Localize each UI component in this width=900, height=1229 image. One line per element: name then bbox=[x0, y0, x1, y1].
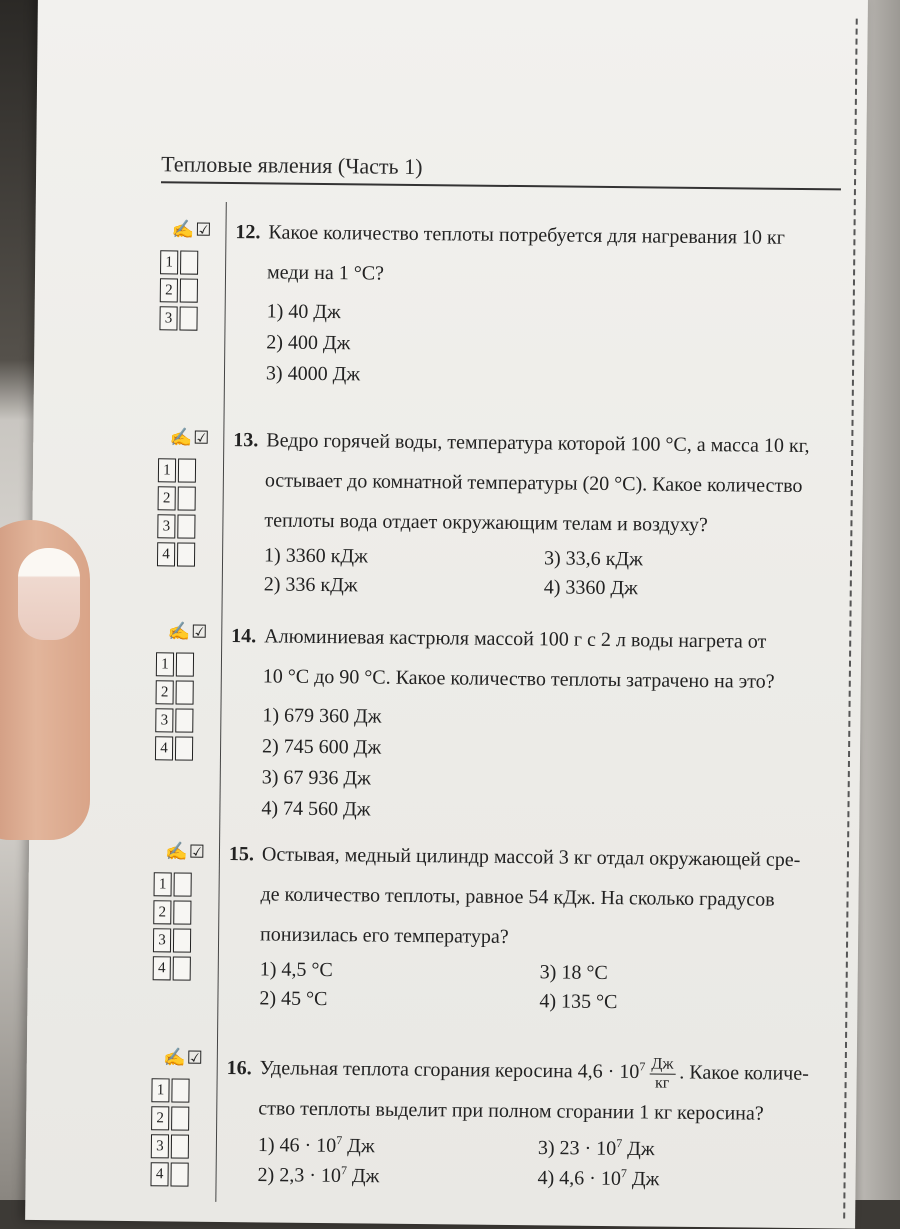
option bbox=[537, 1166, 817, 1194]
option bbox=[258, 1132, 538, 1160]
question-number: 16. bbox=[226, 1056, 252, 1079]
answer-row bbox=[151, 1134, 203, 1159]
answer-checkbox[interactable] bbox=[176, 680, 194, 704]
answer-checkbox[interactable] bbox=[173, 900, 191, 924]
answer-number-box: 4 bbox=[153, 956, 171, 980]
question-number: 14. bbox=[231, 625, 257, 648]
answer-number-box: 1 bbox=[151, 1078, 169, 1102]
options-list bbox=[261, 700, 830, 830]
answer-row bbox=[157, 514, 209, 539]
answer-row bbox=[153, 928, 205, 953]
answer-row bbox=[154, 872, 206, 897]
dashed-cut-line bbox=[843, 19, 858, 1219]
answer-marks-15 bbox=[153, 841, 206, 985]
option-unit: Дж bbox=[346, 1165, 380, 1188]
answer-row bbox=[157, 542, 209, 567]
answer-number-box: 3 bbox=[155, 708, 173, 732]
option: 2) 336 кДж bbox=[263, 573, 358, 597]
options-grid bbox=[257, 1132, 826, 1193]
answer-row bbox=[153, 956, 205, 981]
question-13 bbox=[232, 420, 834, 602]
answer-checkbox[interactable] bbox=[171, 1134, 189, 1158]
question-line: 10 °С до 90 °С. Какое количество теплоты затрачено на это? bbox=[262, 665, 775, 693]
question-15 bbox=[227, 834, 829, 1016]
answer-number-box: 2 bbox=[151, 1106, 169, 1130]
answer-row bbox=[150, 1162, 202, 1187]
fraction-denominator: кг bbox=[654, 1074, 670, 1092]
answer-checkbox[interactable] bbox=[177, 542, 195, 566]
answer-marks-13 bbox=[157, 427, 210, 571]
option: 2) 745 600 Дж bbox=[261, 735, 382, 759]
answer-number-box: 2 bbox=[158, 486, 176, 510]
question-line: меди на 1 °С? bbox=[266, 261, 385, 285]
answer-number-box: 3 bbox=[151, 1134, 169, 1158]
option: 2) 400 Дж bbox=[266, 331, 351, 355]
answer-marks-14 bbox=[155, 621, 208, 765]
question-line: Остывая, медный цилиндр массой 3 кг отдал окружающей сре- bbox=[261, 843, 801, 872]
answer-number-box: 1 bbox=[158, 458, 176, 482]
question-number: 13. bbox=[233, 429, 259, 452]
option-unit: Дж bbox=[342, 1134, 375, 1157]
option: 1) 4,5 °С bbox=[259, 958, 333, 982]
answer-number-box: 4 bbox=[157, 542, 175, 566]
pencil-check-icon: ✍☑ bbox=[169, 427, 211, 448]
answer-checkbox[interactable] bbox=[177, 514, 195, 538]
option: 3) 18 °С bbox=[539, 961, 608, 985]
option: 4) 135 °С bbox=[539, 990, 618, 1014]
answer-checkbox[interactable] bbox=[171, 1078, 189, 1102]
answer-number-box: 1 bbox=[154, 872, 172, 896]
question-12 bbox=[234, 212, 836, 395]
question-text bbox=[226, 1042, 827, 1134]
answer-row bbox=[156, 680, 208, 705]
answer-number-box: 3 bbox=[157, 514, 175, 538]
answer-marks-16 bbox=[150, 1047, 203, 1191]
option: 1) 40 Дж bbox=[266, 300, 341, 324]
answer-checkbox[interactable] bbox=[173, 928, 191, 952]
question-line: теплоты вода отдает окружающим телам и воздуху? bbox=[264, 509, 708, 537]
pencil-check-icon: ✍☑ bbox=[163, 1047, 204, 1068]
worksheet-page bbox=[25, 0, 868, 1229]
answer-row bbox=[158, 458, 210, 483]
question-line: остывает до комнатной температуры (20 °С). Какое количество bbox=[264, 469, 803, 498]
option: 3) 4000 Дж bbox=[265, 362, 361, 386]
option-unit: Дж bbox=[626, 1168, 660, 1191]
exponent: 7 bbox=[336, 1132, 343, 1147]
answer-checkbox[interactable] bbox=[180, 279, 198, 303]
option: 3) 67 936 Дж bbox=[261, 766, 372, 790]
option-unit: Дж bbox=[622, 1137, 655, 1160]
answer-checkbox[interactable] bbox=[175, 736, 193, 760]
option bbox=[257, 1163, 537, 1191]
pencil-check-icon: ✍☑ bbox=[171, 219, 213, 240]
answer-number-box: 2 bbox=[153, 900, 171, 924]
answer-checkbox[interactable] bbox=[178, 458, 196, 482]
question-16 bbox=[225, 1042, 826, 1193]
answer-checkbox[interactable] bbox=[176, 652, 194, 676]
answer-checkbox[interactable] bbox=[175, 708, 193, 732]
question-line: Ведро горячей воды, температура которой 100 °С, а масса 10 кг, bbox=[266, 429, 810, 458]
question-line: понизилась его температура? bbox=[260, 923, 509, 948]
answer-checkbox[interactable] bbox=[173, 956, 191, 980]
question-text bbox=[232, 420, 833, 546]
question-number: 15. bbox=[228, 843, 255, 866]
option-text: 4) 4,6 · 10 bbox=[537, 1167, 622, 1191]
question-text bbox=[231, 616, 832, 702]
question-text-pre: Удельная теплота сгорания керосина 4,6 · 10 bbox=[259, 1057, 640, 1084]
options-list bbox=[266, 296, 835, 395]
question-number: 12. bbox=[235, 221, 261, 244]
answer-checkbox[interactable] bbox=[171, 1106, 189, 1130]
answer-column-divider bbox=[215, 202, 226, 1202]
exponent: 7 bbox=[620, 1166, 628, 1181]
question-text bbox=[235, 212, 836, 298]
option: 1) 3360 кДж bbox=[263, 544, 369, 568]
answer-number-box: 4 bbox=[150, 1162, 168, 1186]
answer-number-box: 3 bbox=[153, 928, 171, 952]
exponent: 7 bbox=[639, 1059, 646, 1074]
answer-checkbox[interactable] bbox=[178, 486, 196, 510]
option: 2) 45 °С bbox=[259, 987, 328, 1011]
pencil-check-icon: ✍☑ bbox=[167, 621, 209, 642]
option-text: 2) 2,3 · 10 bbox=[257, 1164, 342, 1188]
option-text: 3) 23 · 10 bbox=[537, 1136, 617, 1160]
answer-row bbox=[155, 708, 207, 733]
answer-row bbox=[151, 1106, 203, 1131]
unit-fraction bbox=[649, 1055, 675, 1092]
answer-number-box: 1 bbox=[160, 250, 178, 274]
options-grid bbox=[259, 958, 828, 1016]
answer-number-box: 4 bbox=[155, 736, 173, 760]
question-line: де количество теплоты, равное 54 кДж. На сколько градусов bbox=[260, 883, 775, 911]
option: 4) 74 560 Дж bbox=[261, 797, 371, 821]
exponent: 7 bbox=[616, 1135, 623, 1150]
answer-number-box: 3 bbox=[159, 306, 177, 330]
answer-row bbox=[160, 250, 212, 275]
question-text bbox=[228, 834, 829, 960]
answer-marks-12 bbox=[159, 219, 212, 335]
answer-row bbox=[159, 306, 211, 331]
answer-number-box: 1 bbox=[156, 652, 174, 676]
question-text-post: . Какое количе- bbox=[679, 1061, 809, 1085]
page-title: Тепловые явления (Часть 1) bbox=[161, 151, 841, 190]
option bbox=[538, 1135, 818, 1163]
options-grid bbox=[264, 544, 833, 602]
pencil-check-icon: ✍☑ bbox=[165, 841, 207, 862]
answer-row bbox=[155, 736, 207, 761]
answer-row bbox=[158, 486, 210, 511]
fraction-numerator: Дж bbox=[649, 1055, 675, 1074]
answer-row bbox=[160, 278, 212, 303]
question-line: Алюминиевая кастрюля массой 100 г с 2 л воды нагрета от bbox=[264, 625, 767, 653]
answer-number-box: 2 bbox=[160, 278, 178, 302]
answer-checkbox[interactable] bbox=[179, 307, 197, 331]
question-14 bbox=[229, 616, 831, 830]
answer-row bbox=[156, 652, 208, 677]
option-text: 1) 46 · 10 bbox=[257, 1133, 337, 1157]
question-line: ство теплоты выделит при полном сгорании 1 кг керосина? bbox=[258, 1097, 764, 1125]
exponent: 7 bbox=[340, 1163, 348, 1178]
option: 3) 33,6 кДж bbox=[543, 547, 644, 571]
option: 4) 3360 Дж bbox=[543, 576, 639, 600]
question-line: Какое количество теплоты потребуется для нагревания 10 кг bbox=[268, 221, 786, 249]
answer-checkbox[interactable] bbox=[180, 251, 198, 275]
answer-row bbox=[153, 900, 205, 925]
answer-checkbox[interactable] bbox=[170, 1162, 188, 1186]
fingernail bbox=[18, 548, 80, 640]
answer-row bbox=[151, 1078, 203, 1103]
option: 1) 679 360 Дж bbox=[262, 704, 382, 728]
answer-checkbox[interactable] bbox=[174, 872, 192, 896]
answer-number-box: 2 bbox=[156, 680, 174, 704]
